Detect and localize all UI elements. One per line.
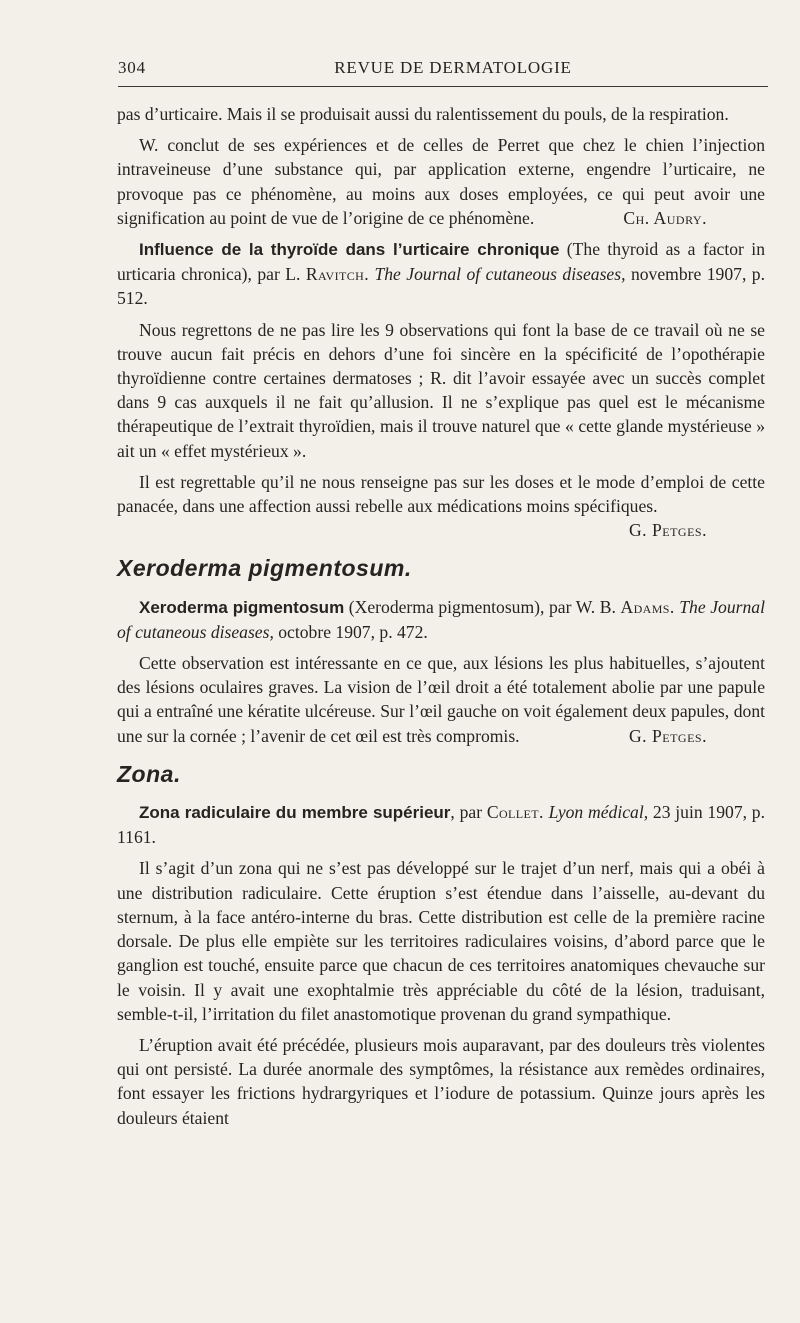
article-title: Influence de la thyroïde dans l’urticaire chronique xyxy=(139,240,560,260)
paragraph: pas d’urticaire. Mais il se produisait aussi du ralentissement du pouls, de la respiration. xyxy=(117,104,729,124)
running-title: REVUE DE DERMATOLOGIE xyxy=(334,58,572,77)
paragraph xyxy=(117,651,765,748)
reviewer-signature: G. Petges. xyxy=(628,520,707,541)
paragraph: Nous regrettons de ne pas lire les 9 observations qui font la base de ce travail où ne se trouve aucun fait précis en dehors d’une foi sincère en la spécificité de l’opothérapie thyroïdienne contre certaines dermatoses ; R. dit l’avoir essayée avec un succès complet dans 9 cas auxquels il ne fait qu’allusion. Il ne s’explique pas quel est le mécanisme thérapeutique de l’extrait thyroïdien, mais il trouve naturel que « cette glande mystérieuse » ait un « effet mystérieux ». xyxy=(117,319,765,461)
section-heading: Xeroderma pigmentosum. xyxy=(117,555,412,582)
author-name: Collet. xyxy=(486,802,544,823)
article-title: Xeroderma pigmentosum xyxy=(139,597,345,617)
article-reference xyxy=(117,595,765,644)
running-header xyxy=(118,58,768,87)
paragraph xyxy=(117,470,765,543)
reference-date: octobre 1907, p. 472. xyxy=(273,621,428,642)
journal-name: The Journal of cutaneous diseases, xyxy=(117,596,765,642)
author-name: Ravitch. xyxy=(305,264,369,285)
reference-date: 23 juin 1907, p. 1161. xyxy=(117,802,765,848)
paragraph: L’éruption avait été précédée, plusieurs mois auparavant, par des douleurs très violentes qui ont persisté. La durée anormale des symptômes, la résistance aux remèdes ordinaires, font essayer les frictions hydrargyriques et l’iodure de potassium. Quinze jours après les douleurs étaient xyxy=(117,1034,765,1128)
reviewer-signature: G. Petges. xyxy=(628,725,707,746)
paragraph-text: Il est regrettable qu’il ne nous renseigne pas sur les doses et le mode d’emploi de cette panacée, dans une affection aussi rebelle aux médications moins spécifiques. xyxy=(117,471,765,517)
page-number: 304 xyxy=(118,58,146,77)
author-name: Adams. xyxy=(620,596,675,617)
page-body xyxy=(117,102,765,1137)
reference-text: , par xyxy=(450,802,487,823)
reference-date: novembre 1907, p. 512. xyxy=(117,264,765,309)
journal-name: The Journal of cutaneous diseases, xyxy=(369,264,626,285)
reviewer-signature: Ch. Audry. xyxy=(623,207,707,228)
article-reference xyxy=(117,237,765,311)
paragraph-text: Cette observation est intéressante en ce que, aux lésions les plus habituelles, s’ajoutent des lésions oculaires graves. La vision de l’œil droit a été totalement abolie par une papule qui a entraîné une kératite ulcéreuse. Sur l’œil gauche on voit également deux papules, dont une sur la cornée ; l’avenir de cet œil est très compromis. xyxy=(117,653,765,746)
reference-text: (The thyroid as a factor in urticaria chronica), par L. xyxy=(117,239,765,285)
paragraph-text: W. conclut de ses expériences et de celles de Perret que chez le chien l’injection intraveineuse d’une substance qui, par application externe, engendre l’urticaire, ne provoque pas ce phénomène, au moins aux doses employées, ce qui peut avoir une signification au point de vue de l’origine de ce phénomène. xyxy=(117,135,765,228)
section-heading: Zona. xyxy=(117,760,181,787)
article-reference xyxy=(117,800,765,849)
article-title: Zona radiculaire du membre supérieur xyxy=(139,803,451,823)
journal-name: Lyon médical, xyxy=(543,802,649,823)
paragraph xyxy=(117,133,765,230)
reference-text: (Xeroderma pigmentosum), par W. B. xyxy=(344,596,621,617)
paragraph: Il s’agit d’un zona qui ne s’est pas développé sur le trajet d’un nerf, mais qui a obéi à une distribution radiculaire. Cette éruption s’est étendue dans l’aisselle, au-devant du sternum, à la face antéro-interne du bras. Cette distribution est celle de la première racine dorsale. De plus elle empiète sur les territoires radiculaires voisins, d’abord parce que le ganglion est touché, ensuite parce que chacun de ces territoires anatomiques chevauche sur le voisin. Il y avait une exophtalmie très appréciable du côté de la lésion, traduisant, semble-t-il, l’irritation du filet anastomotique provenan du grand sympathique. xyxy=(117,858,765,1024)
